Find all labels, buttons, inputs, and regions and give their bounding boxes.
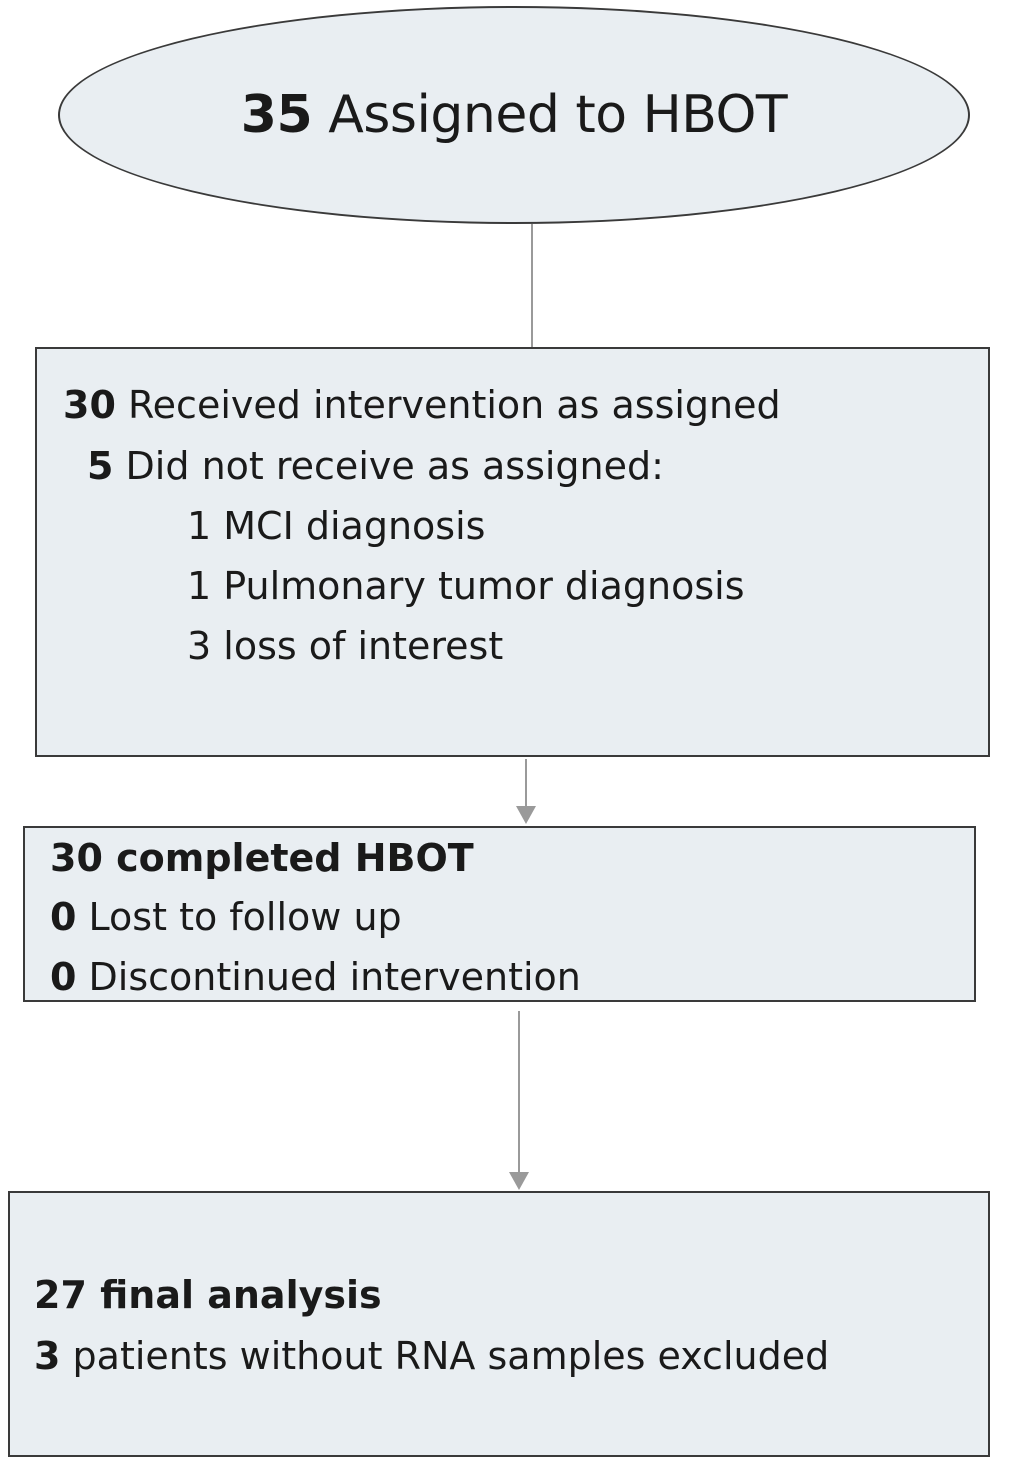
discontinued-text: Discontinued intervention (88, 955, 581, 999)
received-count: 30 (63, 383, 116, 427)
excluded-line (34, 1334, 829, 1378)
discontinued-line (50, 955, 581, 999)
assigned-label (241, 85, 787, 145)
lost-text: Lost to follow up (88, 895, 402, 939)
arrowhead-completed (516, 806, 536, 824)
arrowhead-analysis (509, 1172, 529, 1190)
analysis-title: 27 final analysis (34, 1273, 382, 1317)
lost-count: 0 (50, 895, 77, 939)
excluded-count: 3 (34, 1334, 61, 1378)
completed-box (23, 826, 976, 1002)
assigned-count: 35 (240, 85, 313, 145)
assigned-node (58, 6, 970, 224)
analysis-box (8, 1191, 990, 1457)
received-text: Received intervention as assigned (127, 383, 781, 427)
received-line (63, 383, 781, 427)
not-received-text: Did not receive as assigned: (125, 444, 664, 488)
excluded-text: patients without RNA samples excluded (72, 1334, 830, 1378)
not-received-line (87, 444, 664, 488)
completed-title: 30 completed HBOT (50, 836, 474, 880)
not-received-count: 5 (87, 444, 114, 488)
lost-line (50, 895, 402, 939)
reason-item: 1 Pulmonary tumor diagnosis (187, 564, 745, 608)
reason-item: 3 loss of interest (187, 624, 504, 668)
discontinued-count: 0 (50, 955, 77, 999)
assigned-text: Assigned to HBOT (328, 85, 788, 145)
reason-item: 1 MCI diagnosis (187, 504, 486, 548)
intervention-box (35, 347, 990, 757)
